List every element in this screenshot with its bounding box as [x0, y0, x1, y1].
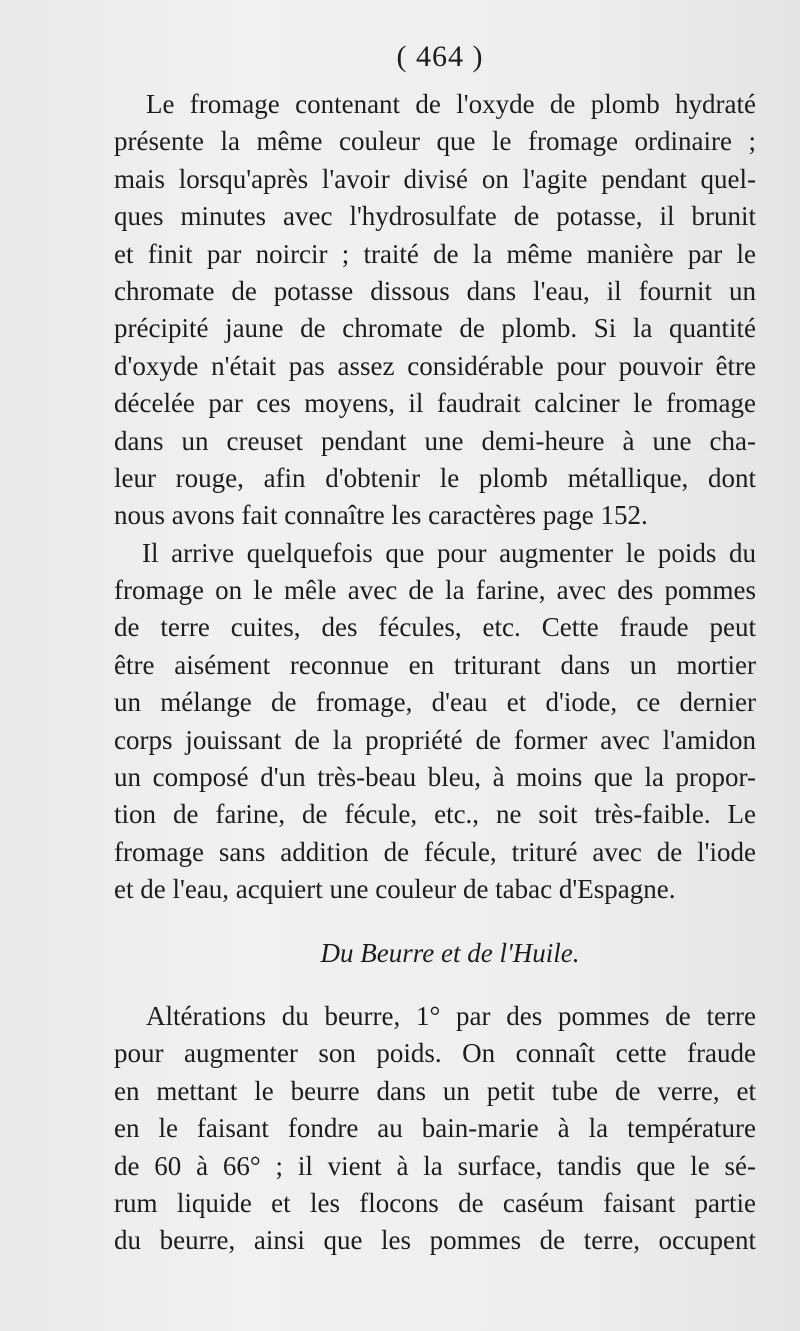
- paragraph-2: [114, 535, 756, 909]
- text-line: un mélange de fromage, d'eau et d'iode, ce dernier: [114, 687, 756, 718]
- text-line: présente la même couleur que le fromage ordinaire ;: [114, 126, 756, 157]
- text-line: Il arrive quelquefois que pour augmenter le poids du: [142, 537, 756, 568]
- text-line: fromage sans addition de fécule, trituré avec de l'iode: [114, 836, 756, 867]
- text-line: décelée par ces moyens, il faudrait calciner le fromage: [114, 388, 756, 419]
- paragraph-3: [114, 998, 756, 1260]
- text-line: d'oxyde n'était pas assez considérable pour pouvoir être: [114, 350, 756, 381]
- text-line: ques minutes avec l'hydrosulfate de potasse, il brunit: [114, 201, 756, 232]
- text-line: pour augmenter son poids. On connaît cette fraude: [114, 1038, 756, 1069]
- text-line: Altérations du beurre, 1° par des pommes de terre: [146, 1000, 756, 1031]
- text-line: être aisément reconnue en triturant dans un mortier: [114, 649, 756, 680]
- text-line: et de l'eau, acquiert une couleur de tabac d'Espagne.: [114, 874, 676, 905]
- text-line: leur rouge, afin d'obtenir le plomb métallique, dont: [114, 462, 756, 493]
- text-line: de terre cuites, des fécules, etc. Cette fraude peut: [114, 612, 756, 643]
- text-line: Le fromage contenant de l'oxyde de plomb hydraté: [146, 89, 756, 119]
- text-line: de 60 à 66° ; il vient à la surface, tandis que le sé-: [114, 1150, 756, 1181]
- page-number: ( 464 ): [396, 40, 484, 73]
- text-line: nous avons fait connaître les caractères page 152.: [114, 500, 648, 531]
- page-body: [114, 86, 756, 1260]
- text-line: en mettant le beurre dans un petit tube de verre, et: [114, 1075, 756, 1106]
- text-line: rum liquide et les flocons de caséum faisant partie: [114, 1187, 756, 1218]
- text-line: précipité jaune de chromate de plomb. Si la quantité: [114, 313, 756, 344]
- text-line: tion de farine, de fécule, etc., ne soit très-faible. Le: [114, 799, 756, 830]
- text-line: en le faisant fondre au bain-marie à la température: [114, 1113, 756, 1144]
- text-line: dans un creuset pendant une demi-heure à une cha-: [114, 425, 756, 456]
- section-heading: Du Beurre et de l'Huile.: [320, 937, 580, 968]
- text-line: chromate de potasse dissous dans l'eau, il fournit un: [114, 275, 756, 306]
- text-line: fromage on le mêle avec de la farine, avec des pommes: [114, 575, 756, 606]
- text-line: mais lorsqu'après l'avoir divisé on l'agite pendant quel-: [114, 163, 756, 194]
- paragraph-1: [114, 86, 756, 535]
- text-line: et finit par noircir ; traité de la même manière par le: [114, 238, 756, 269]
- text-line: un composé d'un très-beau bleu, à moins que la propor-: [114, 762, 756, 793]
- text-line: corps jouissant de la propriété de former avec l'amidon: [114, 724, 756, 755]
- text-line: du beurre, ainsi que les pommes de terre, occupent: [114, 1225, 756, 1256]
